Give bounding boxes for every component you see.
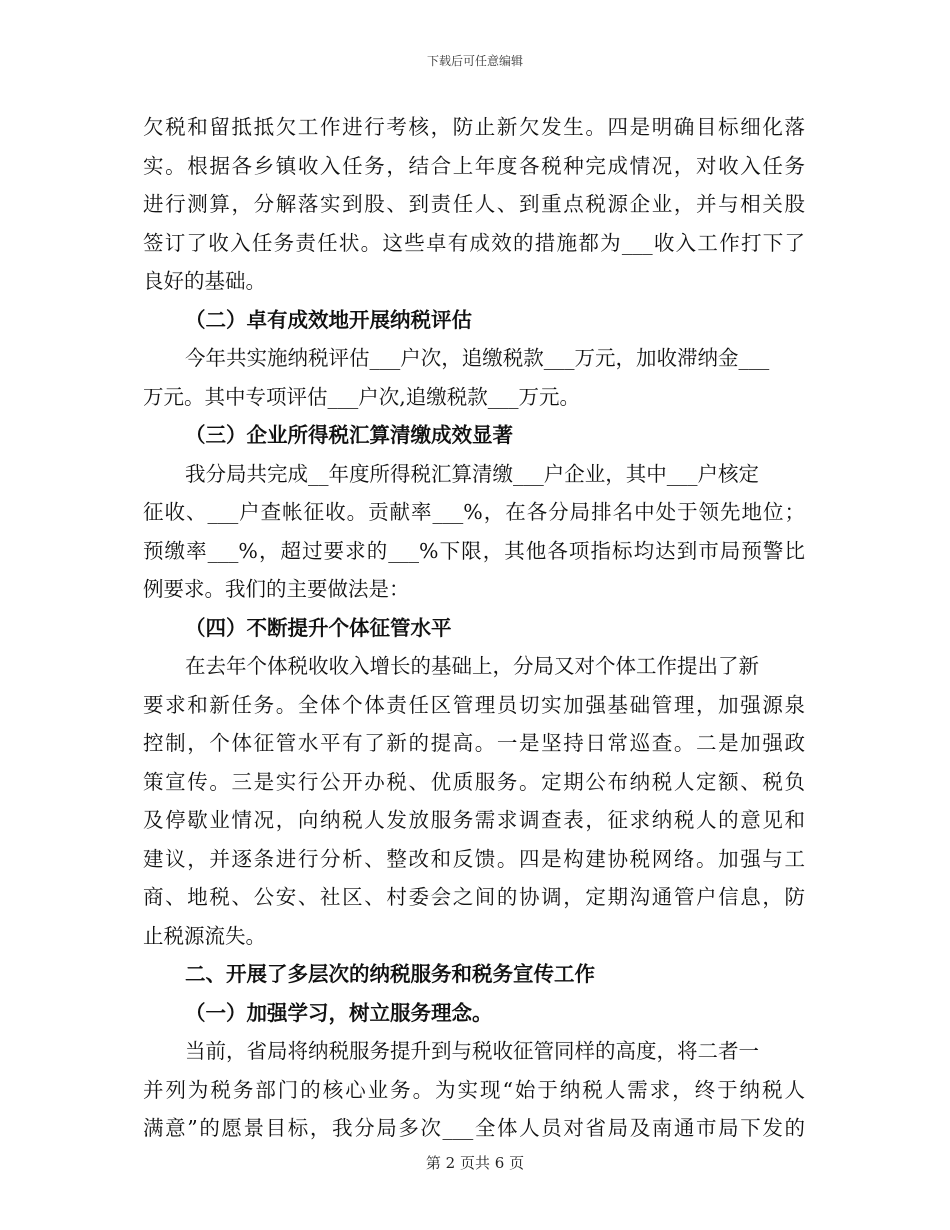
section-heading: （二）卓有成效地开展纳税评估 xyxy=(185,307,472,332)
body-line: 策宣传。三是实行公开办税、优质服务。定期公布纳税人定额、税负 xyxy=(143,769,805,794)
body-line: 万元。其中专项评估___户次,追缴税款___万元。 xyxy=(143,384,581,409)
document-body xyxy=(143,108,805,1148)
body-line: 并列为税务部门的核心业务。为实现“始于纳税人需求，终于纳税人 xyxy=(143,1077,805,1102)
body-line: 建议，并逐条进行分析、整改和反馈。四是构建协税网络。加强与工 xyxy=(143,846,805,871)
page-footer: 第 2 页共 6 页 xyxy=(425,1154,525,1172)
body-line: 我分局共完成__年度所得税汇算清缴___户企业，其中___户核定 xyxy=(185,461,759,486)
body-line: 当前，省局将纳税服务提升到与税收征管同样的高度，将二者一 xyxy=(185,1039,759,1063)
body-line: 欠税和留抵抵欠工作进行考核，防止新欠发生。四是明确目标细化落 xyxy=(143,115,805,139)
body-line: 满意”的愿景目标，我分局多次___全体人员对省局及南通市局下发的 xyxy=(143,1116,805,1140)
body-line: 今年共实施纳税评估___户次，追缴税款___万元，加收滞纳金___ xyxy=(185,346,770,370)
body-line: 控制，个体征管水平有了新的提高。一是坚持日常巡查。二是加强政 xyxy=(143,731,805,755)
section-heading: （四）不断提升个体征管水平 xyxy=(185,615,452,640)
page-header: 下载后可任意编辑 xyxy=(426,54,523,68)
body-line: 良好的基础。 xyxy=(143,269,266,293)
body-line: 例要求。我们的主要做法是： xyxy=(143,577,410,601)
body-line: 及停歇业情况，向纳税人发放服务需求调查表，征求纳税人的意见和 xyxy=(143,808,805,832)
body-line: 止税源流失。 xyxy=(143,923,266,948)
body-line: 征收、___户查帐征收。贡献率___%，在各分局排名中处于领先地位； xyxy=(143,500,805,524)
chapter-heading: 二、开展了多层次的纳税服务和税务宣传工作 xyxy=(185,962,595,986)
body-line: 在去年个体税收收入增长的基础上，分局又对个体工作提出了新 xyxy=(185,654,759,678)
section-heading: （三）企业所得税汇算清缴成效显著 xyxy=(185,423,513,447)
body-line: 预缴率___%，超过要求的___%下限，其他各项指标均达到市局预警比 xyxy=(143,538,805,563)
body-line: 商、地税、公安、社区、村委会之间的协调，定期沟通管户信息，防 xyxy=(143,885,805,909)
body-line: 进行测算，分解落实到股、到责任人、到重点税源企业，并与相关股 xyxy=(143,192,805,216)
body-line: 签订了收入任务责任状。这些卓有成效的措施都为___收入工作打下了 xyxy=(143,230,805,255)
section-heading: （一）加强学习，树立服务理念。 xyxy=(185,1000,493,1025)
body-line: 要求和新任务。全体个体责任区管理员切实加强基础管理，加强源泉 xyxy=(143,692,805,717)
body-line: 实。根据各乡镇收入任务，结合上年度各税种完成情况，对收入任务 xyxy=(143,153,805,178)
